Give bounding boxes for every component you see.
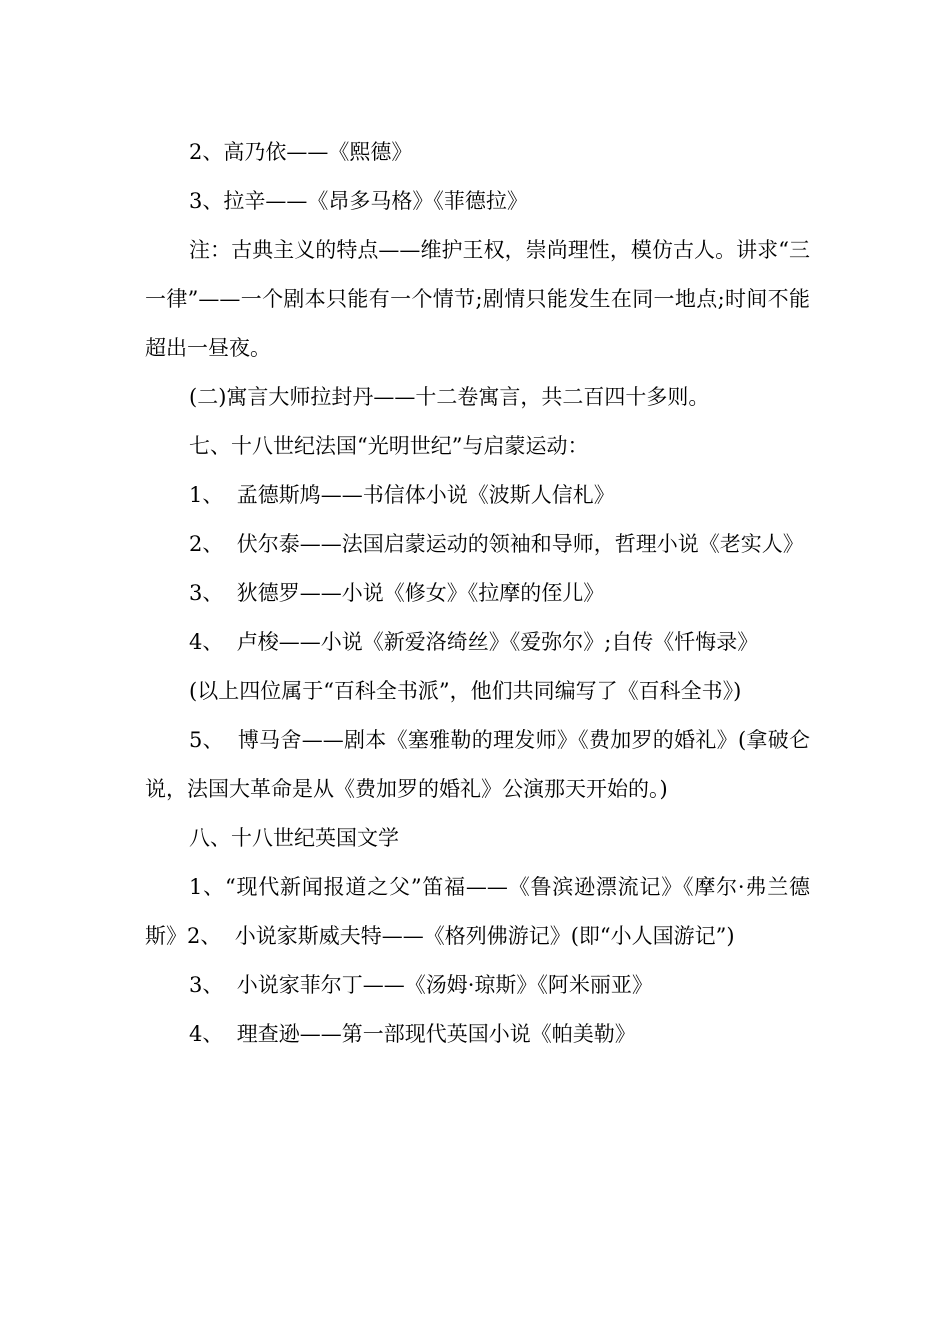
- section-heading-enlightenment: 七、十八世纪法国“光明世纪”与启蒙运动：: [189, 434, 589, 458]
- paragraph-encyclopedists-note: (以上四位属于“百科全书派”，他们共同编写了《百科全书》): [189, 679, 742, 703]
- paragraph-racine: 3、拉辛——《昂多马格》《菲德拉》: [189, 189, 528, 213]
- paragraph-corneille: 2、高乃依——《熙德》: [189, 140, 413, 164]
- paragraph-beaumarchais: 5、 博马舍——剧本《塞雅勒的理发师》《费加罗的婚礼》(拿破仑说，法国大革命是从《费加罗的婚礼》公演那天开始的。): [145, 728, 810, 801]
- section-heading-english-literature: 八、十八世纪英国文学: [189, 826, 399, 850]
- paragraph-defoe-swift: 1、“现代新闻报道之父”笛福——《鲁滨逊漂流记》《摩尔·弗兰德斯》2、 小说家斯威夫特——《格列佛游记》(即“小人国游记”): [145, 875, 810, 948]
- paragraph-diderot: 3、 狄德罗——小说《修女》《拉摩的侄儿》: [189, 581, 605, 605]
- paragraph-richardson: 4、 理查逊——第一部现代英国小说《帕美勒》: [189, 1022, 636, 1046]
- document-body: [145, 128, 810, 1059]
- paragraph-la-fontaine: (二)寓言大师拉封丹——十二卷寓言，共二百四十多则。: [189, 385, 710, 409]
- paragraph-classicism-note: 注：古典主义的特点——维护王权，崇尚理性，模仿古人。讲求“三一律”——一个剧本只能有一个情节;剧情只能发生在同一地点;时间不能超出一昼夜。: [145, 238, 810, 360]
- paragraph-voltaire: 2、 伏尔泰——法国启蒙运动的领袖和导师，哲理小说《老实人》: [189, 532, 804, 556]
- paragraph-montesquieu: 1、 孟德斯鸠——书信体小说《波斯人信札》: [189, 483, 615, 507]
- paragraph-rousseau: 4、 卢梭——小说《新爱洛绮丝》《爱弥尔》;自传《忏悔录》: [189, 630, 759, 654]
- paragraph-fielding: 3、 小说家菲尔丁——《汤姆·琼斯》《阿米丽亚》: [189, 973, 653, 997]
